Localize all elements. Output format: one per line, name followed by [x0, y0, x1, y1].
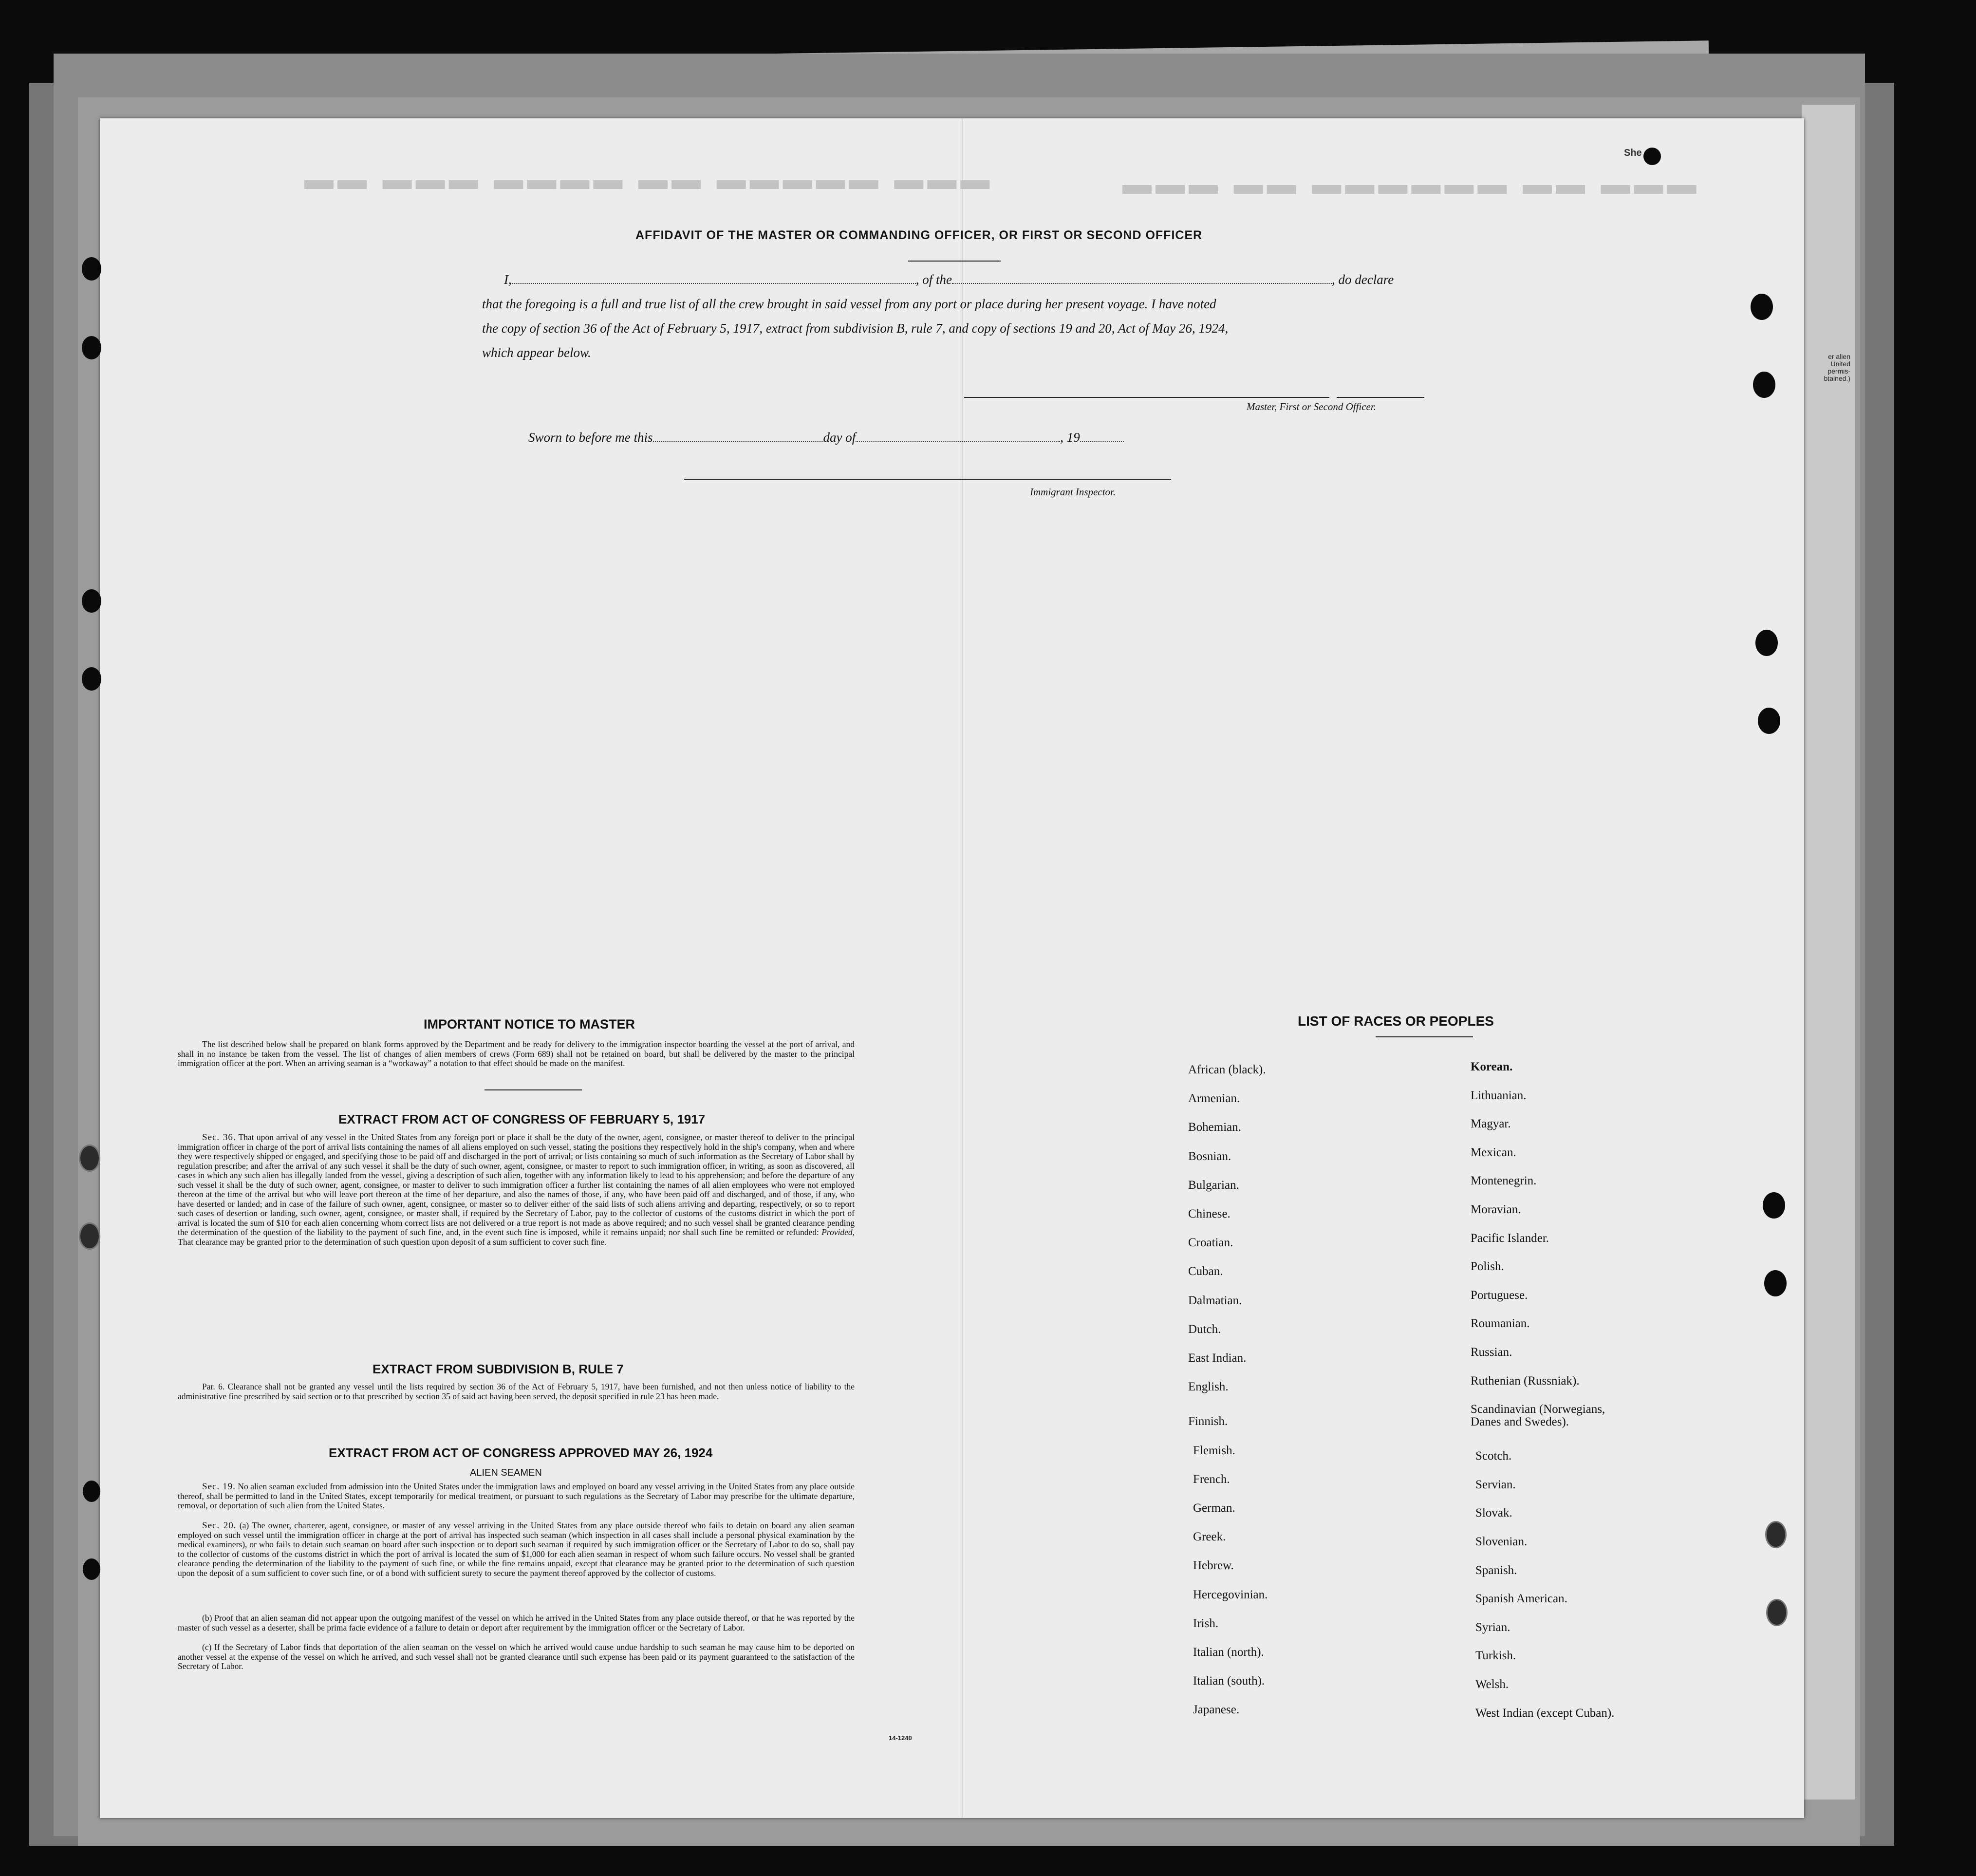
- officer-signature-line: [1337, 397, 1424, 398]
- extract-1924-sec20b: (b) Proof that an alien seaman did not appear upon the outgoing manifest of the vessel on which he arrived in the United States from any place outside thereof, or that he was reported by the master of such vessel as a deserter, shall be prima facie evidence of a failure to detain or deport after requirement by the immigration officer or the Secretary of Labor.: [178, 1613, 855, 1632]
- race-item: Hebrew.: [1193, 1559, 1234, 1573]
- race-item: Russian.: [1471, 1346, 1512, 1359]
- page-fold: [962, 118, 963, 1818]
- race-item: Bohemian.: [1188, 1121, 1242, 1134]
- extract-1924-sec20c: (c) If the Secretary of Labor finds that deportation of the alien seaman on the vessel on which he arrived would cause undue hardship to such seaman he may cause him to be deported on another vessel at the expense of the vessel on which he arrived, and such vessel shall not be granted clearance until such expense has been paid or its payment guaranteed to the satisfaction of the Secretary of Labor.: [178, 1642, 855, 1671]
- race-item: Chinese.: [1188, 1207, 1230, 1220]
- race-item: Bulgarian.: [1188, 1178, 1239, 1192]
- affidavit-line-2: that the foregoing is a full and true list of all the crew brought in said vessel from any port or place during her present voyage. I have noted: [482, 297, 1216, 311]
- binder-hole: [1751, 294, 1773, 320]
- race-item: Italian (south).: [1193, 1674, 1265, 1688]
- binder-hole: [1766, 1599, 1788, 1626]
- race-item: African (black).: [1188, 1063, 1266, 1076]
- bleed-through-text: ▬▬▬ ▬▬ ▬▬▬▬▬▬ ▬▬ ▬▬▬: [1122, 168, 1700, 200]
- divider: [1376, 1036, 1473, 1037]
- binder-hole: [79, 1144, 100, 1172]
- race-item: Pacific Islander.: [1471, 1231, 1549, 1245]
- binder-hole: [1753, 372, 1775, 398]
- binder-hole: [82, 667, 101, 691]
- affidavit-line-3: the copy of section 36 of the Act of February 5, 1917, extract from subdivision B, rule 7, and copy of sections 19 and 20, Act of May 26, 1924,: [482, 321, 1229, 336]
- race-item: Welsh.: [1475, 1678, 1509, 1691]
- race-item: German.: [1193, 1501, 1235, 1515]
- race-item: Slovenian.: [1475, 1535, 1528, 1548]
- binder-hole: [1763, 1192, 1785, 1219]
- races-title: LIST OF RACES OR PEOPLES: [1298, 1013, 1494, 1029]
- extract-1924-subtitle: ALIEN SEAMEN: [470, 1467, 542, 1478]
- divider: [485, 1089, 582, 1090]
- race-item: Armenian.: [1188, 1092, 1240, 1106]
- race-item: Dutch.: [1188, 1322, 1221, 1336]
- divider: [908, 261, 1001, 262]
- race-item: Portuguese.: [1471, 1288, 1528, 1302]
- race-item: Flemish.: [1193, 1444, 1235, 1457]
- race-item: Hercegovinian.: [1193, 1588, 1268, 1601]
- extract-1924-title: EXTRACT FROM ACT OF CONGRESS APPROVED MAY 26, 1924: [329, 1445, 713, 1460]
- binder-hole: [82, 589, 101, 613]
- race-item: Bosnian.: [1188, 1149, 1231, 1163]
- race-item: Spanish.: [1475, 1563, 1517, 1577]
- binder-hole: [1765, 1521, 1787, 1548]
- race-item: Servian.: [1475, 1478, 1516, 1491]
- race-item: East Indian.: [1188, 1351, 1247, 1365]
- side-note: er alien United permis- btained.): [1824, 353, 1850, 382]
- race-item: Slovak.: [1475, 1506, 1512, 1520]
- binder-hole: [83, 1558, 100, 1580]
- affidavit-line-4: which appear below.: [482, 345, 591, 360]
- affidavit-line-1: I, , of the , do declare: [504, 272, 1394, 287]
- race-item: Finnish.: [1188, 1415, 1228, 1428]
- extract-rule7-title: EXTRACT FROM SUBDIVISION B, RULE 7: [373, 1362, 624, 1376]
- binder-hole: [83, 1481, 100, 1502]
- race-item: Moravian.: [1471, 1203, 1521, 1216]
- extract-1917-body: Sec. 36. That upon arrival of any vessel in the United States from any foreign port or place it shall be the duty of the owner, agent, consignee, or master thereof to deliver to the principal immigration officer in charge of the port of arrival lists containing the names of all aliens employed on such vessel, stating the positions they respectively hold in the ship's company, when and where they were respectively shipped or engaged, and specifying those to be paid off and discharged in the port of arrival; or lists containing so much of such information as the Secretary of Labor shall by regulation prescribe; and after the arrival of any such vessel it shall be the duty of such owner, agent, consignee, or master to report to such immigration officer, in writing, as soon as discovered, all cases in which any such alien has illegally landed from the vessel, giving a description of such alien, together with any information likely to lead to his apprehension; and before the departure of any such vessel it shall be the duty of such owner, agent, consignee, or master to deliver to such immigration officer a further list containing the names of all alien employees who were not employed thereon at the time of the arrival but who will leave port thereon at the time of her departure, and also the names of those, if any, who have been paid off and discharged, and of those, if any, who have deserted or landed; and in case of the failure of such owner, agent, consignee, or master so to deliver either of the said lists of such aliens arriving and departing, respectively, or so to report such cases of desertion or landing, such owner, agent, consignee, or master shall, if required by the Secretary of Labor, pay to the collector of customs of the customs district in which the port of arrival is located the sum of $10 for each alien concerning whom correct lists are not delivered or a true report is not made as above required; and no such vessel shall be granted clearance pending the determination of the question of the liability to the payment of such fine, and, in the event such fine is imposed, while it remains unpaid; nor shall such fine be remitted or refunded: Provided, That clearance may be granted prior to the determination of such question upon deposit of a sum sufficient to cover such fine.: [178, 1132, 855, 1247]
- extract-rule7-body: Par. 6. Clearance shall not be granted any vessel until the lists required by section 36 of the Act of February 5, 1917, have been furnished, and not then unless notice of liability to the administrative fine prescribed by said section or to that prescribed by section 35 of said act having been served, the deposit specified in rule 23 has been made.: [178, 1382, 855, 1401]
- corner-mark: She: [1624, 148, 1642, 158]
- inspector-signature-label: Immigrant Inspector.: [1030, 486, 1116, 498]
- race-item: Cuban.: [1188, 1265, 1223, 1278]
- officer-signature-label: Master, First or Second Officer.: [1247, 401, 1376, 413]
- extract-1924-sec20a: Sec. 20. (a) The owner, charterer, agent, consignee, or master of any vessel arriving in the United States from any place outside thereof who fails to detain on board any alien seaman employed on such vessel until the immigration officer in charge at the port of arrival has inspected such seaman (which inspection in all cases shall include a personal physical examination by the medical examiners), or who fails to detain such seaman on board after such inspection or to deport such seaman if required by such immigration officer or the Secretary of Labor to do so, shall pay to the collector of customs of the customs district in which the port of arrival is located the sum of $1,000 for each alien seaman in respect of whom such failure occurs. No vessel shall be granted clearance pending the determination of the liability to the payment of such fine, or while the fine remains unpaid, except that clearance may be granted prior to the determination of such question upon the deposit of a sum sufficient to cover such fine, or of a bond with sufficient surety to secure the payment thereof approved by the collector of customs.: [178, 1520, 855, 1578]
- binder-hole: [1758, 708, 1780, 734]
- race-item: Mexican.: [1471, 1145, 1516, 1159]
- race-item: Italian (north).: [1193, 1646, 1264, 1659]
- race-item: Korean.: [1471, 1060, 1513, 1073]
- race-item: Lithuanian.: [1471, 1088, 1527, 1102]
- binder-hole: [82, 336, 101, 359]
- sworn-line: Sworn to before me this day of , 19: [528, 430, 1124, 445]
- race-item: Ruthenian (Russniak).: [1471, 1374, 1580, 1388]
- race-item: Japanese.: [1193, 1703, 1240, 1717]
- bleed-through-text: ▬▬ ▬▬▬ ▬▬▬▬ ▬▬ ▬▬▬▬▬ ▬▬▬: [304, 163, 994, 195]
- race-item: French.: [1193, 1472, 1230, 1486]
- inspector-signature-line: [684, 479, 1171, 480]
- race-item: English.: [1188, 1380, 1229, 1394]
- binder-hole: [1643, 148, 1661, 165]
- binder-hole: [82, 257, 101, 281]
- race-item: Polish.: [1471, 1260, 1504, 1274]
- extract-1917-title: EXTRACT FROM ACT OF CONGRESS OF FEBRUARY 5, 1917: [338, 1112, 706, 1126]
- form-number: 14-1240: [889, 1734, 912, 1742]
- binder-hole: [79, 1222, 100, 1250]
- affidavit-title: AFFIDAVIT OF THE MASTER OR COMMANDING OFFICER, OR FIRST OR SECOND OFFICER: [635, 228, 1203, 242]
- race-item: Montenegrin.: [1471, 1174, 1537, 1188]
- extract-1924-sec19: Sec. 19. No alien seaman excluded from admission into the United States under the immigration laws and employed on board any vessel arriving in the United States from any place outside thereof, shall be permitted to land in the United States, except temporarily for medical treatment, or pursuant to such regulations as the Secretary of Labor may prescribe for the ultimate departure, removal, or deportation of such alien from the United States.: [178, 1482, 855, 1510]
- race-item: West Indian (except Cuban).: [1475, 1706, 1615, 1720]
- race-item: Scandinavian (Norwegians, Danes and Swedes).: [1471, 1403, 1605, 1429]
- race-item: Syrian.: [1475, 1620, 1510, 1634]
- notice-body: The list described below shall be prepared on blank forms approved by the Department and be ready for delivery to the immigration inspector boarding the vessel at the port of arrival, and shall in no instance be taken from the vessel. The list of changes of alien members of crews (Form 689) shall not be retained on board, but shall be delivered by the master to the principal immigration officer at the port. When an arriving seaman is a “workaway” a notation to that effect should be made on the manifest.: [178, 1039, 855, 1068]
- race-item: Croatian.: [1188, 1236, 1233, 1250]
- race-item: Irish.: [1193, 1616, 1219, 1630]
- binder-hole: [1764, 1270, 1787, 1296]
- crew-manifest-back-page: [100, 118, 1804, 1818]
- race-item: Greek.: [1193, 1530, 1226, 1544]
- binder-hole: [1755, 630, 1778, 656]
- race-item: Magyar.: [1471, 1117, 1511, 1131]
- notice-title: IMPORTANT NOTICE TO MASTER: [424, 1017, 635, 1032]
- race-item: Scotch.: [1475, 1449, 1512, 1463]
- race-item: Dalmatian.: [1188, 1294, 1242, 1307]
- race-item: Spanish American.: [1475, 1592, 1567, 1606]
- race-item: Turkish.: [1475, 1649, 1516, 1663]
- officer-signature-line: [964, 397, 1329, 398]
- race-item: Roumanian.: [1471, 1317, 1530, 1331]
